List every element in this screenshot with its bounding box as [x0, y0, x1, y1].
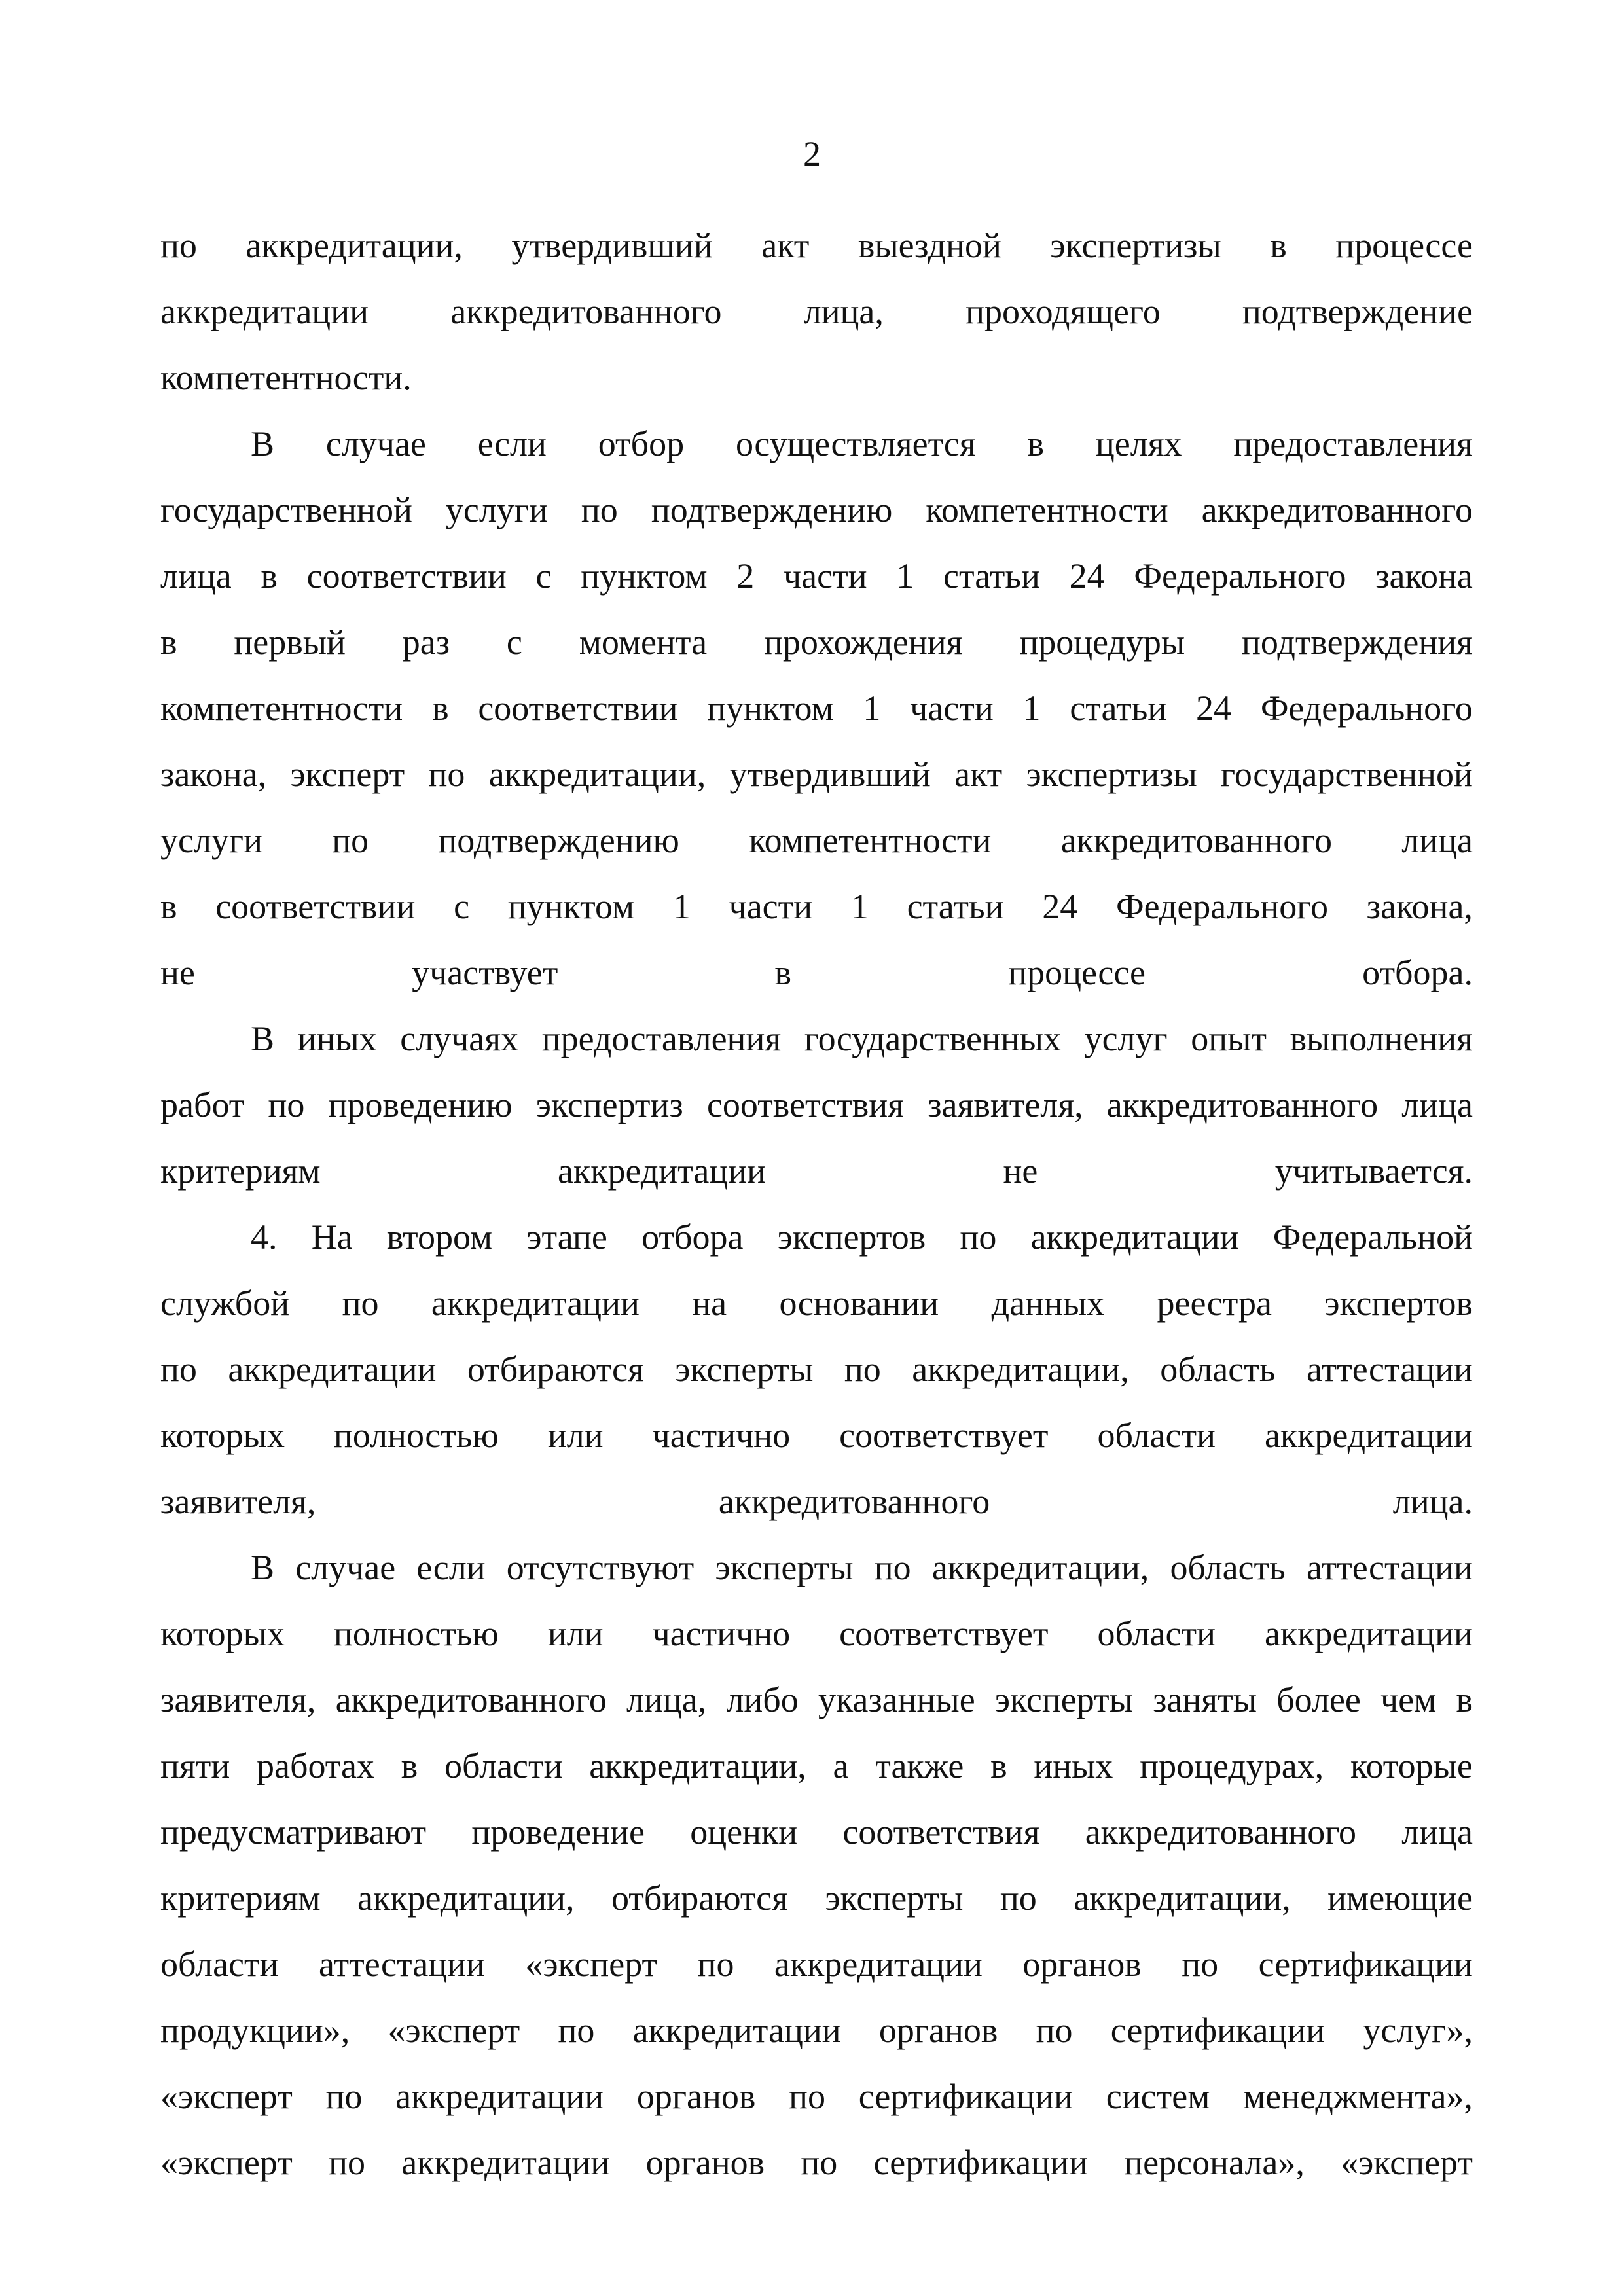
word: утвердивший — [511, 226, 713, 265]
paragraph-line — [160, 1667, 1473, 1733]
word: закона, — [160, 755, 267, 794]
word: полностью — [333, 1614, 499, 1653]
word: аттестации — [1306, 1548, 1473, 1587]
word: с — [454, 887, 470, 926]
word: «эксперт — [160, 2143, 293, 2182]
word: реестра — [1157, 1283, 1272, 1323]
word: в — [1027, 424, 1045, 463]
word: 1 — [672, 887, 691, 926]
word: Федеральной — [1272, 1217, 1473, 1257]
word: случаях — [400, 1019, 519, 1058]
word: процедуры — [1019, 622, 1185, 662]
word: лица — [160, 556, 232, 596]
word: органов — [1022, 1945, 1142, 1984]
word: 24 — [1196, 689, 1232, 728]
word: соответствия — [706, 1085, 905, 1124]
paragraph-line — [160, 411, 1473, 477]
word: персонала», — [1124, 2143, 1305, 2182]
word: выполнения — [1290, 1019, 1473, 1058]
word: оценки — [690, 1812, 798, 1852]
word: проведению — [328, 1085, 513, 1124]
paragraph-line — [160, 1270, 1473, 1336]
word: которых — [160, 1614, 285, 1653]
word: систем — [1106, 2077, 1210, 2116]
paragraph-line — [160, 808, 1473, 874]
word: по — [960, 1217, 997, 1257]
paragraph-line — [160, 1006, 1473, 1072]
word: по — [558, 2011, 595, 2050]
word: иных — [297, 1019, 377, 1058]
word: органов — [878, 2011, 998, 2050]
page-number: 2 — [803, 134, 821, 173]
paragraph-line — [160, 477, 1473, 543]
word: проходящего — [965, 292, 1161, 331]
word: В — [251, 424, 275, 463]
paragraph-line — [160, 1204, 1473, 1270]
word: если — [477, 424, 547, 463]
paragraph-line: не участвует в процессе отбора. — [160, 953, 1473, 992]
word: также — [875, 1746, 964, 1785]
word: пунктом — [507, 887, 635, 926]
word: по — [581, 490, 618, 529]
word: государственной — [1221, 755, 1473, 794]
word: В — [251, 1019, 275, 1058]
word: акт — [761, 226, 810, 265]
word: эксперты — [994, 1680, 1133, 1719]
word: эксперты — [675, 1350, 814, 1389]
word: части — [729, 887, 813, 926]
paragraph-line — [160, 1403, 1473, 1469]
paragraph-3 — [160, 1006, 1473, 1204]
word: в — [990, 1746, 1007, 1785]
paragraph-line — [160, 1799, 1473, 1865]
word: опыт — [1191, 1019, 1267, 1058]
word: эксперты — [825, 1878, 964, 1918]
word: На — [311, 1217, 353, 1257]
word: лица, — [803, 292, 884, 331]
word: закона, — [1366, 887, 1473, 926]
word: заняты — [1153, 1680, 1257, 1719]
word: аккредитованного — [1085, 1812, 1356, 1852]
word: статьи — [1070, 689, 1167, 728]
word: частично — [652, 1416, 791, 1455]
word: аккредитации, — [912, 1350, 1129, 1389]
word: экспертизы — [1050, 226, 1221, 265]
word: которые — [1350, 1746, 1473, 1785]
word: «эксперт — [1341, 2143, 1473, 2182]
word: аккредитации — [1264, 1416, 1473, 1455]
paragraph-line — [160, 675, 1473, 742]
word: процессе — [1335, 226, 1473, 265]
word: соответствии — [478, 689, 678, 728]
word: эксперты — [715, 1548, 854, 1587]
word: «эксперт — [388, 2011, 520, 2050]
word: более — [1276, 1680, 1361, 1719]
word: аккредитации, — [488, 755, 706, 794]
word: по — [697, 1945, 734, 1984]
word: прохождения — [763, 622, 963, 662]
word: аккредитации, — [931, 1548, 1149, 1587]
word: отбор — [598, 424, 685, 463]
word: или — [547, 1614, 604, 1653]
word: утвердивший — [729, 755, 931, 794]
word: аккредитованного — [1201, 490, 1473, 529]
word: экспертов — [777, 1217, 926, 1257]
word: аккредитации — [632, 2011, 841, 2050]
paragraph-line: критериям аккредитации не учитывается. — [160, 1151, 1473, 1191]
word: аккредитованного — [450, 292, 722, 331]
word: целях — [1095, 424, 1182, 463]
paragraph-line — [160, 279, 1473, 345]
word: экспертиз — [535, 1085, 683, 1124]
word: аккредитации, — [245, 226, 463, 265]
word: по — [789, 2077, 825, 2116]
word: по — [1000, 1878, 1037, 1918]
word: аттестации — [318, 1945, 485, 1984]
word: государственной — [160, 490, 412, 529]
word: компетентности — [160, 689, 403, 728]
word: компетентности — [926, 490, 1168, 529]
word: работ — [160, 1085, 245, 1124]
word: акт — [954, 755, 1003, 794]
word: раз — [402, 622, 450, 662]
paragraph-line — [160, 1998, 1473, 2064]
word: сертификации — [858, 2077, 1074, 2116]
word: имеющие — [1327, 1878, 1473, 1918]
word: 2 — [736, 556, 755, 596]
word: услуг», — [1363, 2011, 1473, 2050]
word: части — [910, 689, 994, 728]
paragraph-line — [160, 213, 1473, 279]
word: 24 — [1042, 887, 1078, 926]
word: 1 — [1022, 689, 1041, 728]
word: пяти — [160, 1746, 230, 1785]
word: аттестации — [1306, 1350, 1473, 1389]
word: 1 — [896, 556, 914, 596]
word: экспертов — [1324, 1283, 1473, 1323]
word: аккредитации — [774, 1945, 983, 1984]
word: закона — [1375, 556, 1473, 596]
word: на — [692, 1283, 727, 1323]
paragraph-line — [160, 742, 1473, 808]
word: работах — [257, 1746, 374, 1785]
word: аккредитованного — [335, 1680, 607, 1719]
word: в — [160, 622, 177, 662]
word: службой — [160, 1283, 290, 1323]
paragraph-line: заявителя, аккредитованного лица. — [160, 1482, 1473, 1521]
paragraph-line — [160, 1733, 1473, 1799]
word: а — [833, 1746, 849, 1785]
word: сертификации — [1258, 1945, 1473, 1984]
word: аккредитации — [1030, 1217, 1239, 1257]
word: соответствует — [839, 1614, 1049, 1653]
word: частично — [652, 1614, 791, 1653]
word: лица — [1401, 1085, 1473, 1124]
word: области — [1097, 1416, 1216, 1455]
word: аккредитации — [395, 2077, 604, 2116]
word: либо — [726, 1680, 799, 1719]
word: услуг — [1084, 1019, 1168, 1058]
word: компетентности — [749, 821, 992, 860]
document-body — [160, 213, 1473, 2196]
word: момента — [579, 622, 708, 662]
paragraph-2 — [160, 411, 1473, 1006]
word: данных — [991, 1283, 1105, 1323]
word: указанные — [818, 1680, 975, 1719]
word: сертификации — [1110, 2011, 1326, 2050]
word: соответствии — [215, 887, 416, 926]
word: по — [801, 2143, 838, 2182]
word: с — [506, 622, 522, 662]
word: заявителя, — [928, 1085, 1083, 1124]
word: 1 — [850, 887, 869, 926]
word: по — [329, 2143, 365, 2182]
paragraph-5 — [160, 1535, 1473, 2196]
word: аккредитации — [401, 2143, 610, 2182]
word: «эксперт — [525, 1945, 658, 1984]
word: лица — [1401, 821, 1473, 860]
word: аккредитованного — [1106, 1085, 1379, 1124]
word: менеджмента», — [1243, 2077, 1473, 2116]
word: аккредитации — [1264, 1614, 1473, 1653]
word: по — [428, 755, 465, 794]
word: аккредитации — [160, 292, 369, 331]
word: проведение — [471, 1812, 645, 1852]
word: этапе — [526, 1217, 607, 1257]
word: отбираются — [467, 1350, 644, 1389]
word: органов — [636, 2077, 756, 2116]
word: отбираются — [611, 1878, 788, 1918]
word: чем — [1380, 1680, 1437, 1719]
word: статьи — [943, 556, 1040, 596]
word: Федерального — [1134, 556, 1346, 596]
word: критериям — [160, 1878, 321, 1918]
paragraph-line — [160, 1072, 1473, 1138]
word: по — [325, 2077, 363, 2116]
word: подтверждения — [1242, 622, 1473, 662]
paragraph-line — [160, 2064, 1473, 2130]
paragraph-line — [160, 1336, 1473, 1403]
word: в — [160, 887, 177, 926]
word: отбора — [641, 1217, 744, 1257]
word: по — [160, 1350, 197, 1389]
word: услуги — [160, 821, 262, 860]
word: по — [160, 226, 197, 265]
word: аккредитации — [228, 1350, 437, 1389]
word: осуществляется — [736, 424, 976, 463]
word: область — [1170, 1548, 1286, 1587]
word: выездной — [857, 226, 1001, 265]
word: услуги — [445, 490, 548, 529]
word: органов — [645, 2143, 765, 2182]
word: подтверждению — [651, 490, 893, 529]
paragraph-line — [160, 1865, 1473, 1931]
paragraph-line — [160, 609, 1473, 675]
word: случае — [295, 1548, 396, 1587]
word: области — [160, 1945, 279, 1984]
word: которых — [160, 1416, 285, 1455]
word: 1 — [863, 689, 881, 728]
word: лица, — [626, 1680, 707, 1719]
word: заявителя, — [160, 1680, 316, 1719]
word: по — [1182, 1945, 1219, 1984]
paragraph-line — [160, 1601, 1473, 1667]
word: втором — [386, 1217, 493, 1257]
word: основании — [779, 1283, 939, 1323]
word: если — [416, 1548, 486, 1587]
word: области — [444, 1746, 563, 1785]
word: по — [268, 1085, 305, 1124]
paragraph-4 — [160, 1204, 1473, 1535]
word: случае — [325, 424, 426, 463]
word: соответствия — [842, 1812, 1040, 1852]
word: статьи — [907, 887, 1004, 926]
word: Федерального — [1115, 887, 1329, 926]
word: части — [783, 556, 867, 596]
word: эксперт — [290, 755, 405, 794]
word: аккредитации, — [1074, 1878, 1291, 1918]
word: в — [432, 689, 449, 728]
word: 24 — [1069, 556, 1105, 596]
word: в — [1456, 1680, 1473, 1719]
word: с — [535, 556, 552, 596]
paragraph-line — [160, 543, 1473, 609]
word: в — [1270, 226, 1287, 265]
word: по — [1036, 2011, 1073, 2050]
word: аккредитации, — [589, 1746, 806, 1785]
word: по — [874, 1548, 911, 1587]
word: отсутствуют — [506, 1548, 695, 1587]
word: государственных — [804, 1019, 1062, 1058]
word: пунктом — [581, 556, 708, 596]
paragraph-line — [160, 1535, 1473, 1601]
word: области — [1097, 1614, 1216, 1653]
word: процедурах, — [1140, 1746, 1324, 1785]
paragraph-line — [160, 1931, 1473, 1998]
word: предусматривают — [160, 1812, 427, 1852]
word: по — [332, 821, 369, 860]
word: предоставления — [1233, 424, 1473, 463]
word: иных — [1034, 1746, 1113, 1785]
word: полностью — [333, 1416, 499, 1455]
word: в — [401, 1746, 418, 1785]
word: по — [844, 1350, 881, 1389]
word: В — [251, 1548, 275, 1587]
word: продукции», — [160, 2011, 350, 2050]
word: соответствии — [306, 556, 507, 596]
word: подтверждению — [438, 821, 679, 860]
word: подтверждение — [1242, 292, 1473, 331]
word: «эксперт — [160, 2077, 293, 2116]
word: предоставления — [541, 1019, 782, 1058]
word: по — [342, 1283, 379, 1323]
paragraph-line — [160, 2130, 1473, 2196]
word: или — [547, 1416, 604, 1455]
paragraph-1 — [160, 213, 1473, 411]
paragraph-line — [160, 874, 1473, 940]
word: аккредитованного — [1060, 821, 1332, 860]
word: в — [261, 556, 278, 596]
word: сертификации — [873, 2143, 1088, 2182]
word: аккредитации, — [357, 1878, 575, 1918]
word: экспертизы — [1026, 755, 1197, 794]
word: область — [1160, 1350, 1276, 1389]
word: 4. — [251, 1217, 278, 1257]
word: пунктом — [707, 689, 834, 728]
word: первый — [234, 622, 346, 662]
word: соответствует — [839, 1416, 1049, 1455]
word: Федерального — [1260, 689, 1473, 728]
word: лица — [1401, 1812, 1473, 1852]
paragraph-line: компетентности. — [160, 358, 412, 397]
word: аккредитации — [431, 1283, 640, 1323]
